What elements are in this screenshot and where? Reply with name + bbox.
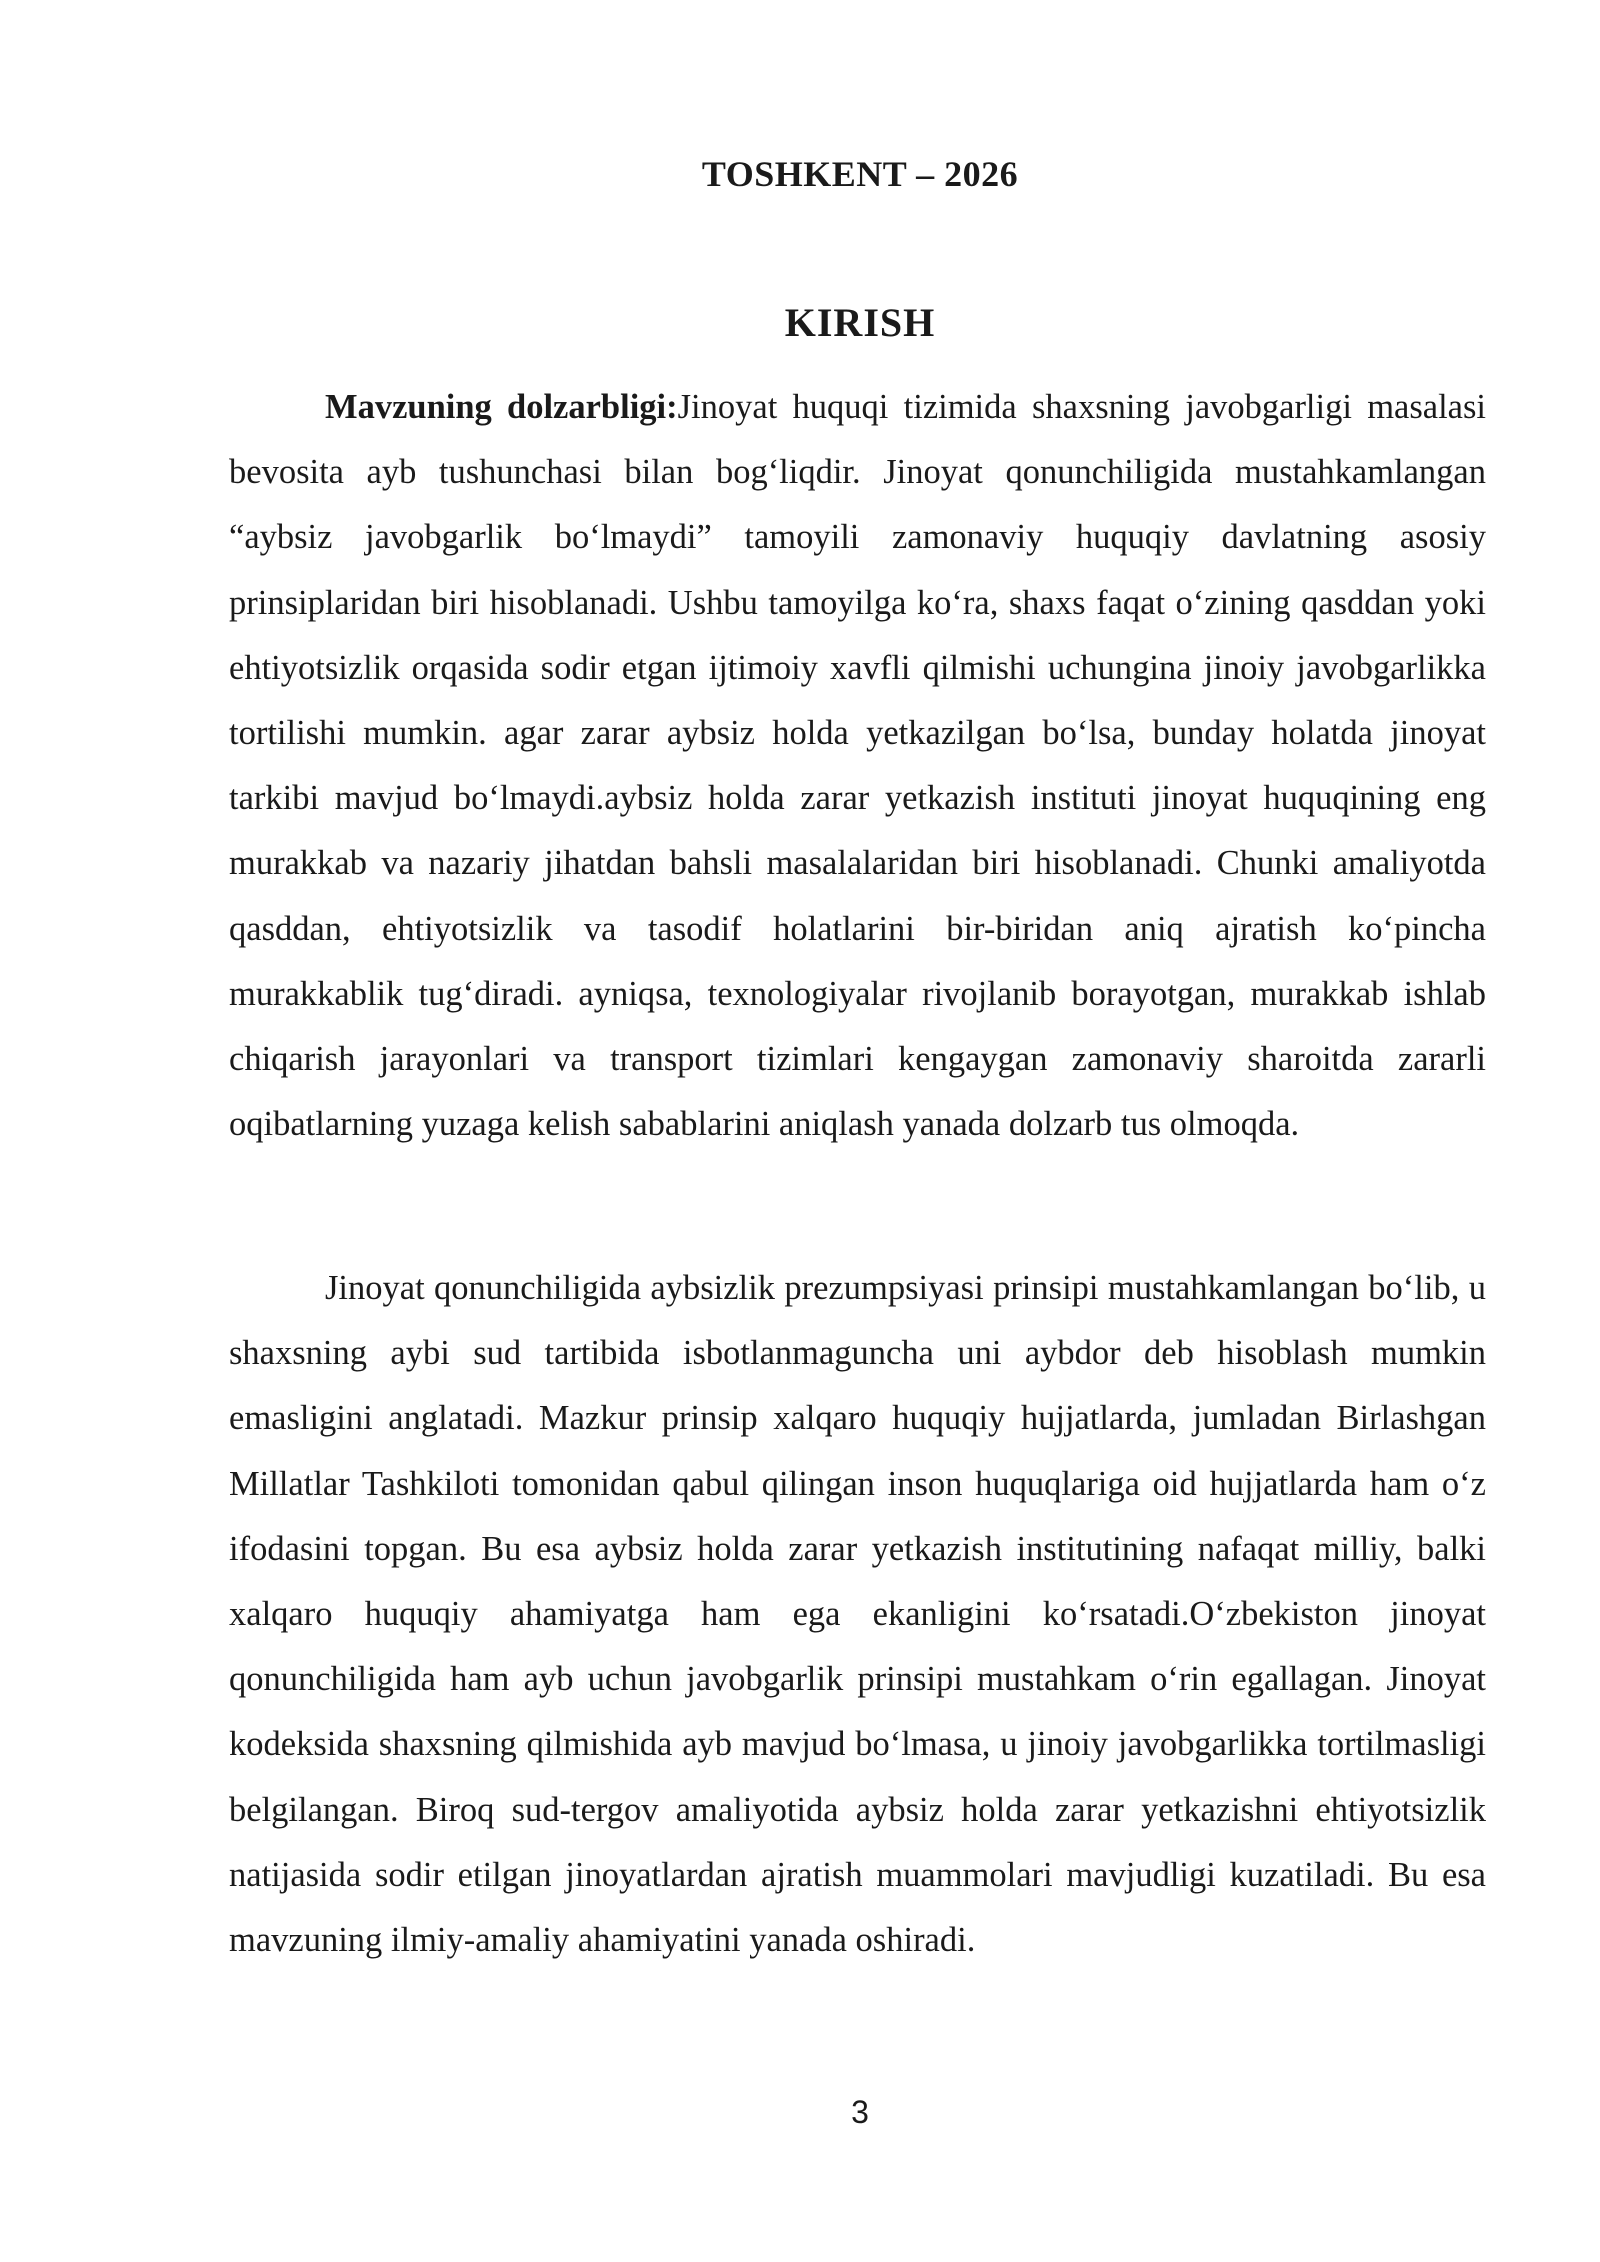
- paragraph-presumption: [229, 1256, 1486, 1973]
- section-title: KIRISH: [784, 300, 936, 345]
- page-number: 3: [851, 2094, 869, 2130]
- paragraph-relevance: [229, 375, 1486, 1157]
- city-year-heading: TOSHKENT – 2026: [701, 154, 1019, 194]
- paragraph-text: Jinoyat qonunchiligida aybsizlik prezumpsiyasi prinsipi mustahkamlangan boʻlib, u shaxsning aybi sud tartibida isbotlanmaguncha uni aybdor deb hisoblash mumkin emasligini anglatadi. Mazkur prinsip xalqaro huquqiy hujjatlarda, jumladan Birlashgan Millatlar Tashkiloti tomonidan qabul qilingan inson huquqlariga oid hujjatlarda ham oʻz ifodasini topgan. Bu esa aybsiz holda zarar yetkazish institutining nafaqat milliy, balki xalqaro huquqiy ahamiyatga ham ega ekanligini koʻrsatadi.Oʻzbekiston jinoyat qonunchiligida ham ayb uchun javobgarlik prinsipi mustahkam oʻrin egallagan. Jinoyat kodeksida shaxsning qilmishida ayb mavjud boʻlmasa, u jinoiy javobgarlikka tortilmasligi belgilangan. Biroq sud-tergov amaliyotida aybsiz holda zarar yetkazishni ehtiyotsizlik natijasida sodir etilgan jinoyatlardan ajratish muammolari mavjudligi kuzatiladi. Bu esa mavzuning ilmiy-amaliy ahamiyatini yanada oshiradi.: [229, 1269, 1486, 1960]
- paragraph-text: Jinoyat huquqi tizimida shaxsning javobgarligi masalasi bevosita ayb tushunchasi bilan bogʻliqdir. Jinoyat qonunchiligida mustahkamlangan “aybsiz javobgarlik boʻlmaydi” tamoyili zamonaviy huquqiy davlatning asosiy prinsiplaridan biri hisoblanadi. Ushbu tamoyilga koʻra, shaxs faqat oʻzining qasddan yoki ehtiyotsizlik orqasida sodir etgan ijtimoiy xavfli qilmishi uchungina jinoiy javobgarlikka tortilishi mumkin. agar zarar aybsiz holda yetkazilgan boʻlsa, bunday holatda jinoyat tarkibi mavjud boʻlmaydi.aybsiz holda zarar yetkazish instituti jinoyat huquqining eng murakkab va nazariy jihatdan bahsli masalalaridan biri hisoblanadi. Chunki amaliyotda qasddan, ehtiyotsizlik va tasodif holatlarini bir-biridan aniq ajratish koʻpincha murakkablik tugʻdiradi. ayniqsa, texnologiyalar rivojlanib borayotgan, murakkab ishlab chiqarish jarayonlari va transport tizimlari kengaygan zamonaviy sharoitda zararli oqibatlarning yuzaga kelish sabablarini aniqlash yanada dolzarb tus olmoqda.: [229, 388, 1486, 1144]
- paragraph-lead-label: Mavzuning dolzarbligi:: [325, 388, 678, 426]
